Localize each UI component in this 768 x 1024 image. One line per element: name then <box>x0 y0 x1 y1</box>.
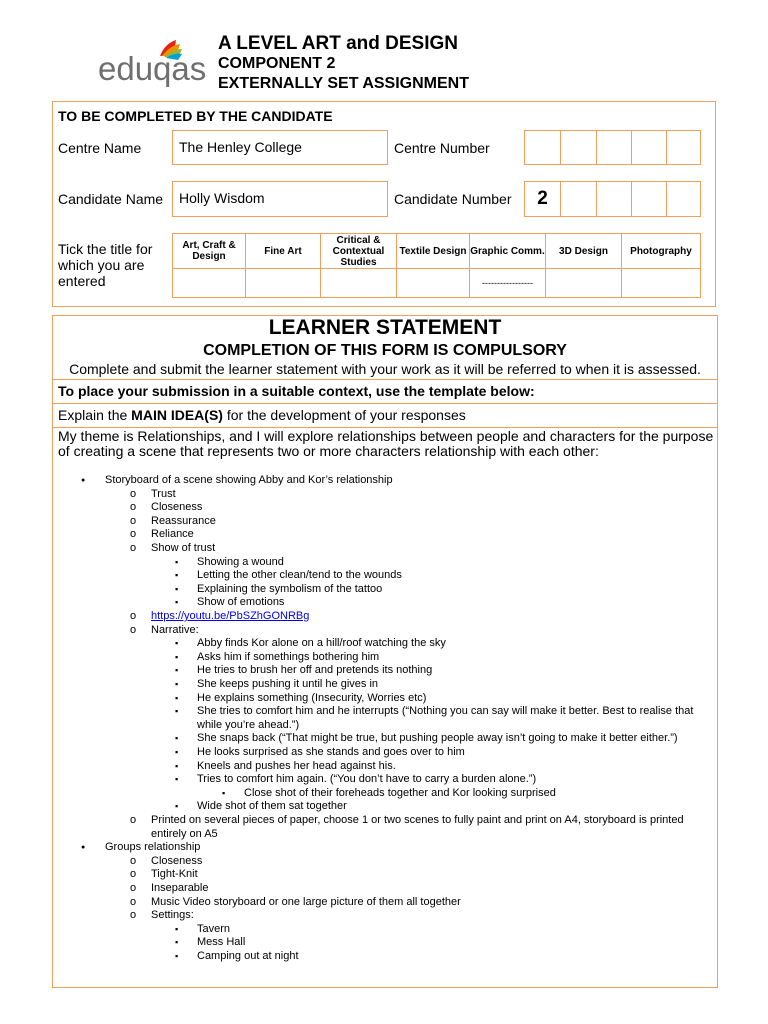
outline-item: Tries to comfort him again. (“You don’t have to carry a burden alone.”) <box>197 773 537 786</box>
bullet-marker: o <box>130 854 137 867</box>
centre-number-cell[interactable] <box>560 130 597 165</box>
outline-item: He explains something (Insecurity, Worries etc) <box>197 691 427 704</box>
outline-item: Narrative: <box>151 623 199 636</box>
outline-item: She keeps pushing it until he gives in <box>197 678 379 690</box>
centre-name-field[interactable]: The Henley College <box>172 130 388 165</box>
outline-item: Wide shot of them sat together <box>197 800 347 813</box>
outline-item: He looks surprised as she stands and goes over to him <box>197 746 465 758</box>
bullet-marker: o <box>130 514 137 527</box>
context-instruction: To place your submission in a suitable context, use the template below: <box>58 383 535 399</box>
outline-item-continuation: while you’re ahead.”) <box>197 718 300 731</box>
bullet-marker: ▪ <box>175 937 179 948</box>
tick-cell-graphic-comm[interactable]: ----------------- <box>469 268 546 298</box>
outline-item: Close shot of their foreheads together and Kor looking surprised <box>244 786 556 799</box>
theme-statement: My theme is Relationships, and I will explore relationships between people and characters for the purpose of creating a scene that represents two or more characters relationship with each other: <box>58 428 714 459</box>
bullet-marker: ▪ <box>175 597 179 608</box>
candidate-name-label: Candidate Name <box>58 191 164 207</box>
outline-item: He tries to brush her off and pretends its nothing <box>197 664 433 677</box>
outline-item: Tight-Knit <box>151 868 198 881</box>
bullet-marker: ▪ <box>175 733 179 744</box>
bullet-marker: o <box>130 909 137 922</box>
candidate-number-cell[interactable]: 2 <box>524 181 561 217</box>
bullet-marker: ▪ <box>175 638 179 649</box>
tick-cell[interactable] <box>320 268 397 298</box>
bullet-marker: o <box>130 542 137 554</box>
bullet-marker: ▪ <box>175 692 179 703</box>
bullet-marker: ▪ <box>175 665 179 676</box>
compulsory-subtitle: COMPLETION OF THIS FORM IS COMPULSORY <box>203 342 567 359</box>
outline-item: She snaps back (“That might be true, but pushing people away isn’t going to make it better either.”) <box>197 732 678 745</box>
outline-item: Showing a wound <box>197 555 284 568</box>
bullet-marker: ▪ <box>175 801 179 812</box>
bullet-marker: o <box>130 895 137 908</box>
candidate-number-cell[interactable] <box>631 181 667 217</box>
bullet-marker: o <box>130 610 137 622</box>
outline-item: Camping out at night <box>197 950 299 962</box>
bullet-marker: ▪ <box>175 774 179 785</box>
bullet-marker: ▪ <box>175 951 179 961</box>
video-link[interactable]: https://youtu.be/PbSZhGONRBg <box>151 610 310 622</box>
outline-item: Inseparable <box>151 882 209 894</box>
title-photography: Photography <box>621 233 701 269</box>
centre-number-cell[interactable] <box>666 130 701 165</box>
tick-cell[interactable] <box>172 268 246 298</box>
centre-number-cell[interactable] <box>524 130 561 165</box>
outline-item: Closeness <box>151 501 203 514</box>
bullet-marker: o <box>130 487 137 500</box>
outline-item: Reliance <box>151 528 194 541</box>
bullet-marker: ▪ <box>175 570 179 581</box>
outline-item: Kneels and pushes her head against his. <box>197 759 396 772</box>
candidate-number-cell[interactable] <box>560 181 597 217</box>
document-title: A LEVEL ART and DESIGN <box>218 33 458 54</box>
outline-item: Tavern <box>197 922 231 935</box>
title-graphic-comm: Graphic Comm. <box>469 233 546 269</box>
bullet-marker: ▪ <box>175 747 179 757</box>
outline-item: Letting the other clean/tend to the wounds <box>197 569 402 582</box>
logo-text: eduqas <box>98 50 207 87</box>
outline-item: Music Video storyboard or one large picture of them all together <box>151 895 461 908</box>
tick-cell[interactable] <box>621 268 701 298</box>
centre-name-label: Centre Name <box>58 140 142 156</box>
bullet-marker: ▪ <box>175 706 179 717</box>
tick-title-label: Tick the title for which you are entered <box>58 241 153 289</box>
outline-item: Trust <box>151 487 176 500</box>
explain-main-idea: Explain the MAIN IDEA(S) for the development of your responses <box>58 407 466 423</box>
title-critical-contextual: Critical & Contextual Studies <box>320 233 397 269</box>
outline-item: Explaining the symbolism of the tattoo <box>197 582 383 595</box>
bullet-marker: o <box>130 868 137 881</box>
outline-item-continuation: entirely on A5 <box>151 827 218 840</box>
bullet-marker: ▪ <box>175 760 179 771</box>
bullet-marker: o <box>130 528 137 541</box>
bullet-marker: ▪ <box>175 556 179 567</box>
tick-cell[interactable] <box>396 268 470 298</box>
bullet-marker: ▪ <box>222 787 226 798</box>
bullet-marker: o <box>130 501 137 514</box>
title-3d-design: 3D Design <box>545 233 622 269</box>
bullet-marker: ● <box>81 844 86 852</box>
title-fine-art: Fine Art <box>245 233 321 269</box>
outline-item: Storyboard of a scene showing Abby and Kor’s relationship <box>105 474 393 486</box>
bullet-marker: o <box>130 882 137 894</box>
bullet-marker: o <box>130 623 137 636</box>
title-art-craft-design: Art, Craft & Design <box>172 233 246 269</box>
bullet-marker: ▪ <box>175 679 179 689</box>
candidate-number-cell[interactable] <box>596 181 632 217</box>
submission-note: Complete and submit the learner statement with your work as it will be referred to when it is assessed. <box>69 361 701 377</box>
outline-item: Show of emotions <box>197 596 285 609</box>
outline-item: Mess Hall <box>197 936 246 949</box>
outline-item: Printed on several pieces of paper, choose 1 or two scenes to fully paint and print on A4, storyboard is printed <box>151 814 684 826</box>
tick-cell[interactable] <box>545 268 622 298</box>
tick-cell[interactable] <box>245 268 321 298</box>
centre-number-cell[interactable] <box>631 130 667 165</box>
outline-item: Asks him if somethings bothering him <box>197 650 380 663</box>
candidate-heading: TO BE COMPLETED BY THE CANDIDATE <box>58 108 333 124</box>
bullet-marker: ● <box>81 477 86 484</box>
bullet-marker: ▪ <box>175 583 179 594</box>
outline-item: Groups relationship <box>105 841 201 854</box>
bullet-marker: ▪ <box>175 651 179 662</box>
assignment-title: EXTERNALLY SET ASSIGNMENT <box>218 75 469 92</box>
centre-number-cell[interactable] <box>596 130 632 165</box>
centre-number-label: Centre Number <box>394 140 490 156</box>
outline-item: Abby finds Kor alone on a hill/roof watching the sky <box>197 637 446 650</box>
candidate-number-cell[interactable] <box>666 181 701 217</box>
outline-item: Show of trust <box>151 542 216 554</box>
candidate-number-label: Candidate Number <box>394 191 512 207</box>
component-title: COMPONENT 2 <box>218 55 336 72</box>
candidate-name-field[interactable]: Holly Wisdom <box>172 181 388 217</box>
bullet-marker: o <box>130 814 137 826</box>
outline-item: Settings: <box>151 909 194 922</box>
bullet-marker: ▪ <box>175 923 179 934</box>
title-textile-design: Textile Design <box>396 233 470 269</box>
divider <box>53 379 717 380</box>
outline-item: Reassurance <box>151 514 216 527</box>
learner-statement-title: LEARNER STATEMENT <box>268 316 502 339</box>
divider <box>53 403 717 404</box>
outline-item: She tries to comfort him and he interrupts (“Nothing you can say will make it better. Best to realise that <box>197 705 694 718</box>
outline-item: Closeness <box>151 854 203 867</box>
